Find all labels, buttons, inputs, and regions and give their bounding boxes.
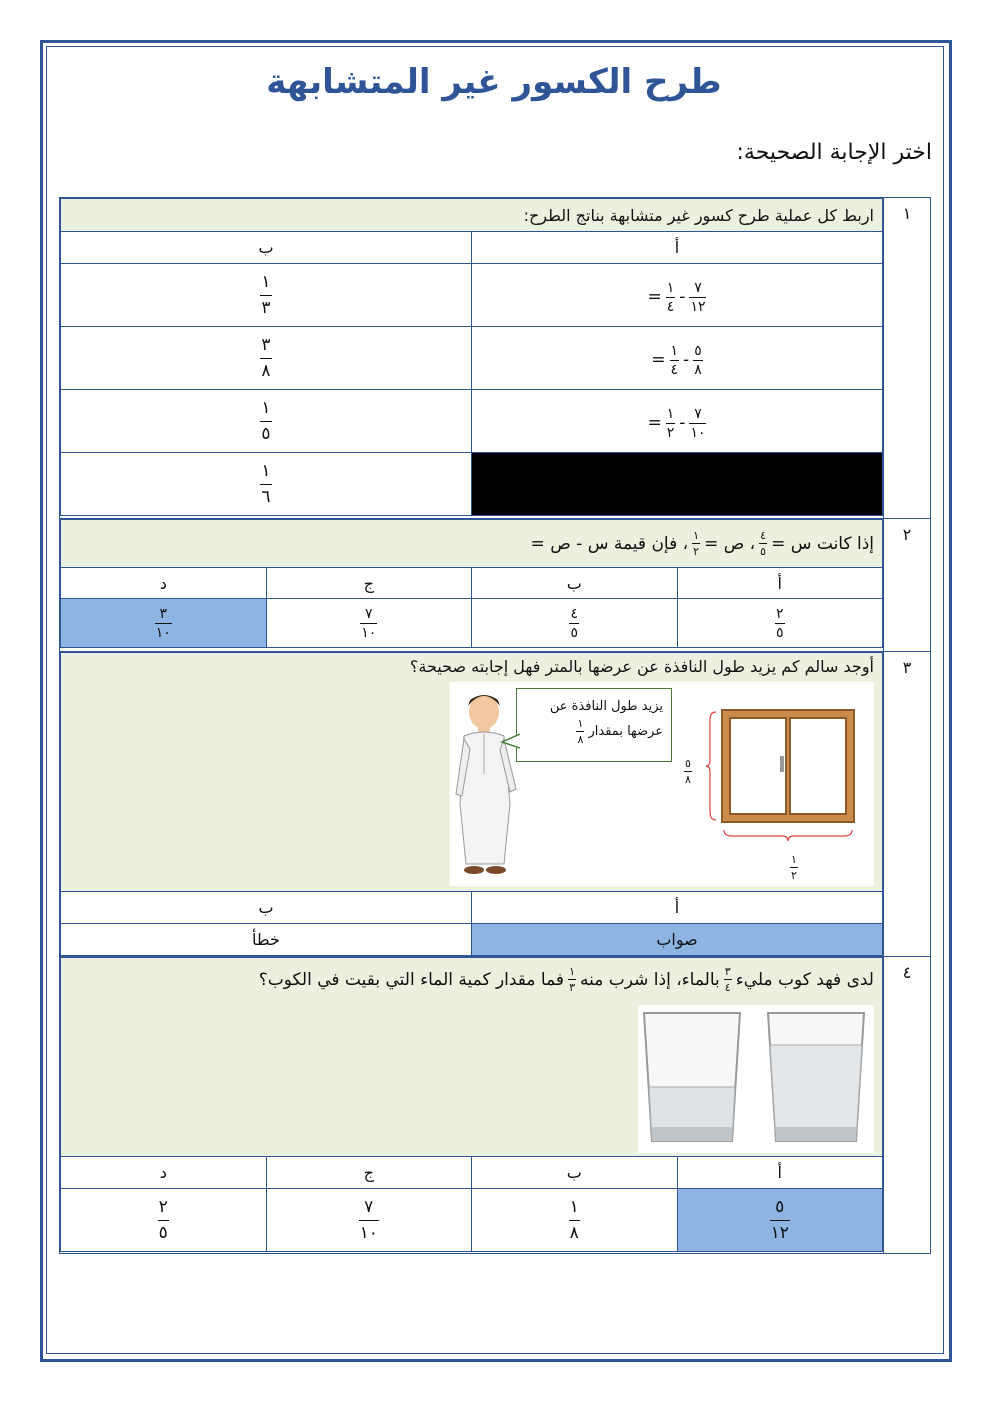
page-title: طرح الكسور غير المتشابهة <box>266 62 722 102</box>
q4-option-a-label: أ <box>677 1157 883 1189</box>
q3-prompt-cell <box>61 653 883 892</box>
q3-col-a-header: أ <box>472 892 883 924</box>
q4-option-b-label: ب <box>472 1157 678 1189</box>
q4-prompt-cell <box>61 958 883 1157</box>
q3-option-false[interactable]: خطأ <box>61 924 472 956</box>
window-picture <box>718 706 858 846</box>
q2-text: إذا كانت س = $\frac{٤}{٥}$ ، ص = $\frac{١}{٢}$ ، فإن قيمة س - ص = <box>61 520 883 568</box>
q4-number: ٤ <box>884 957 931 1254</box>
instruction: اختر الإجابة الصحيحة: <box>736 140 932 165</box>
q1-text: اربط كل عملية طرح كسور غير متشابهة بناتج الطرح: <box>61 199 883 232</box>
bubble-line-1: يزيد طول النافذة عن <box>549 699 663 714</box>
q4-option-a[interactable]: $\frac{٥}{١٢}$ <box>677 1189 883 1252</box>
bubble-line-2: عرضها بمقدار $\frac{١}{٨}$ <box>577 717 663 747</box>
q1-answer-2[interactable]: $\frac{٣}{٨}$ <box>61 327 472 390</box>
q3-illustration <box>450 682 874 886</box>
q4-option-c-label: ج <box>266 1157 472 1189</box>
glasses-picture <box>638 1005 874 1153</box>
q1-expression-2[interactable]: $\frac{٥}{٨}$ - $\frac{١}{٤}$ = <box>472 327 883 390</box>
q3-number: ٣ <box>884 652 931 957</box>
q2-option-b[interactable]: $\frac{٤}{٥}$ <box>472 599 678 648</box>
q2-option-c-label: ج <box>266 568 472 599</box>
q2-option-c[interactable]: $\frac{٧}{١٠}$ <box>266 599 472 648</box>
glass-full-icon <box>764 1009 868 1149</box>
questions-table <box>59 197 931 1254</box>
q1-number: ١ <box>884 198 931 519</box>
q4-text: لدى فهد كوب مليء $\frac{٣}{٤}$ بالماء، إذا شرب منه $\frac{١}{٣}$ فما مقدار كمية الماء التي بقيت في الكوب؟ <box>258 965 874 994</box>
speech-bubble <box>516 688 672 762</box>
q1-answer-3[interactable]: $\frac{١}{٥}$ <box>61 390 472 453</box>
q1-answer-4[interactable]: $\frac{١}{٦}$ <box>61 453 472 516</box>
q2-option-a-label: أ <box>677 568 883 599</box>
q1-col-a-header: أ <box>472 232 883 264</box>
q2-option-a[interactable]: $\frac{٢}{٥}$ <box>677 599 883 648</box>
width-brace-icon <box>722 828 854 842</box>
q1-expression-1[interactable]: $\frac{٧}{١٢}$ - $\frac{١}{٤}$ = <box>472 264 883 327</box>
q3-option-true[interactable]: صواب <box>472 924 883 956</box>
q4-option-d-label: د <box>61 1157 267 1189</box>
q2-option-d[interactable]: $\frac{٣}{١٠}$ <box>61 599 267 648</box>
q2-number: ٢ <box>884 519 931 652</box>
q1-expression-3[interactable]: $\frac{٧}{١٠}$ - $\frac{١}{٢}$ = <box>472 390 883 453</box>
q3-col-b-header: ب <box>61 892 472 924</box>
q4-option-d[interactable]: $\frac{٢}{٥}$ <box>61 1189 267 1252</box>
glass-quarter-icon <box>640 1009 744 1149</box>
width-label: ١ ٢ <box>791 853 797 882</box>
q1-redacted-cell <box>472 453 883 516</box>
height-brace-icon <box>706 710 718 822</box>
q1-answer-1[interactable]: $\frac{١}{٣}$ <box>61 264 472 327</box>
q4-option-b[interactable]: $\frac{١}{٨}$ <box>472 1189 678 1252</box>
q1-col-b-header: ب <box>61 232 472 264</box>
q2-option-d-label: د <box>61 568 267 599</box>
boy-figure <box>454 684 524 884</box>
q3-text: أوجد سالم كم يزيد طول النافذة عن عرضها بالمتر فهل إجابته صحيحة؟ <box>409 657 874 676</box>
height-label: ٥ ٨ <box>685 757 691 786</box>
bubble-pointer <box>500 732 520 752</box>
q2-option-b-label: ب <box>472 568 678 599</box>
q4-option-c[interactable]: $\frac{٧}{١٠}$ <box>266 1189 472 1252</box>
